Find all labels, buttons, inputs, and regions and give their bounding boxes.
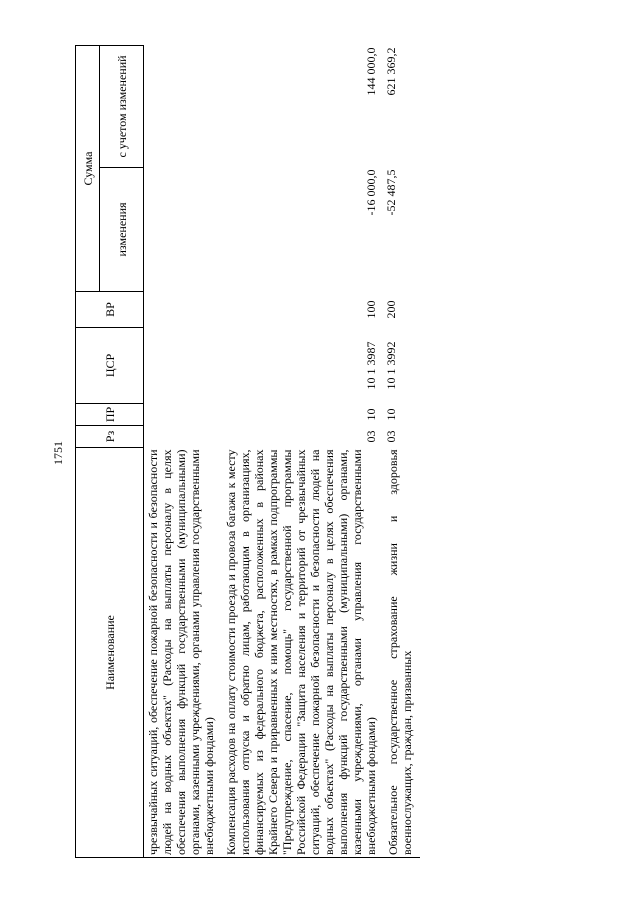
row-rz: 03 bbox=[384, 430, 398, 443]
header-rz: Рз bbox=[76, 426, 144, 448]
row-vr: 200 bbox=[384, 300, 398, 319]
row-csr bbox=[144, 328, 223, 404]
header-pr: ПР bbox=[76, 404, 144, 426]
row-changes: -52 487,5 bbox=[384, 169, 398, 216]
row-vr: 100 bbox=[364, 300, 378, 319]
row-rz bbox=[144, 426, 223, 448]
table-row bbox=[144, 45, 223, 857]
table-row bbox=[384, 45, 420, 857]
row-vr bbox=[144, 292, 223, 328]
budget-table-page bbox=[75, 46, 615, 858]
row-name: Обязательное государственное страхование жизни и здоровья военнослужащих, граждан, призванных bbox=[384, 448, 420, 858]
header-vr: ВР bbox=[76, 292, 144, 328]
row-name: чрезвычайных ситуаций, обеспечение пожарной безопасности и безопасности людей на водных объектах" (Расходы на выплаты персоналу в целях обеспечения выполнения функций государственными (муниципальными) органами, казенными учреждениями, органами управления государственными внебюджетными фондами) bbox=[144, 448, 223, 858]
table-row bbox=[222, 45, 384, 857]
row-pr: 10 bbox=[364, 408, 378, 421]
header-with-changes: с учетом изменений bbox=[100, 45, 144, 167]
row-pr: 10 bbox=[384, 408, 398, 421]
header-changes: изменения bbox=[100, 168, 144, 292]
header-csr: ЦСР bbox=[76, 328, 144, 404]
header-name: Наименование bbox=[76, 448, 144, 858]
row-name: Компенсация расходов на оплату стоимости проезда и провоза багажа к месту использования отпуска и обратно лицам, работающим в организациях, финансируемых из федерального бюджета, расположенных в районах Крайнего Севера и приравненных к ним местностях, в рамках подпрограммы "Предупреждение, спасение, помощь" государственной программы Российской Федерации "Защита населения и территорий от чрезвычайных ситуаций, обеспечение пожарной безопасности и безопасности людей на водных объектах" (Расходы на выплаты персоналу в целях обеспечения выполнения функций государственными (муниципальными) органами, казенными учреждениями, органами управления государственными внебюджетными фондами) bbox=[222, 448, 384, 858]
page-number: 1751 bbox=[51, 441, 65, 465]
row-csr: 10 1 3987 bbox=[364, 341, 378, 390]
row-pr bbox=[144, 404, 223, 426]
budget-table bbox=[75, 45, 420, 858]
row-with-changes bbox=[144, 45, 223, 167]
row-with-changes: 621 369,2 bbox=[384, 47, 398, 96]
row-changes: -16 000,0 bbox=[364, 169, 378, 216]
row-csr: 10 1 3992 bbox=[384, 341, 398, 390]
row-changes bbox=[144, 168, 223, 292]
row-with-changes: 144 000,0 bbox=[364, 47, 378, 96]
row-rz: 03 bbox=[364, 430, 378, 443]
header-sum: Сумма bbox=[76, 45, 100, 291]
